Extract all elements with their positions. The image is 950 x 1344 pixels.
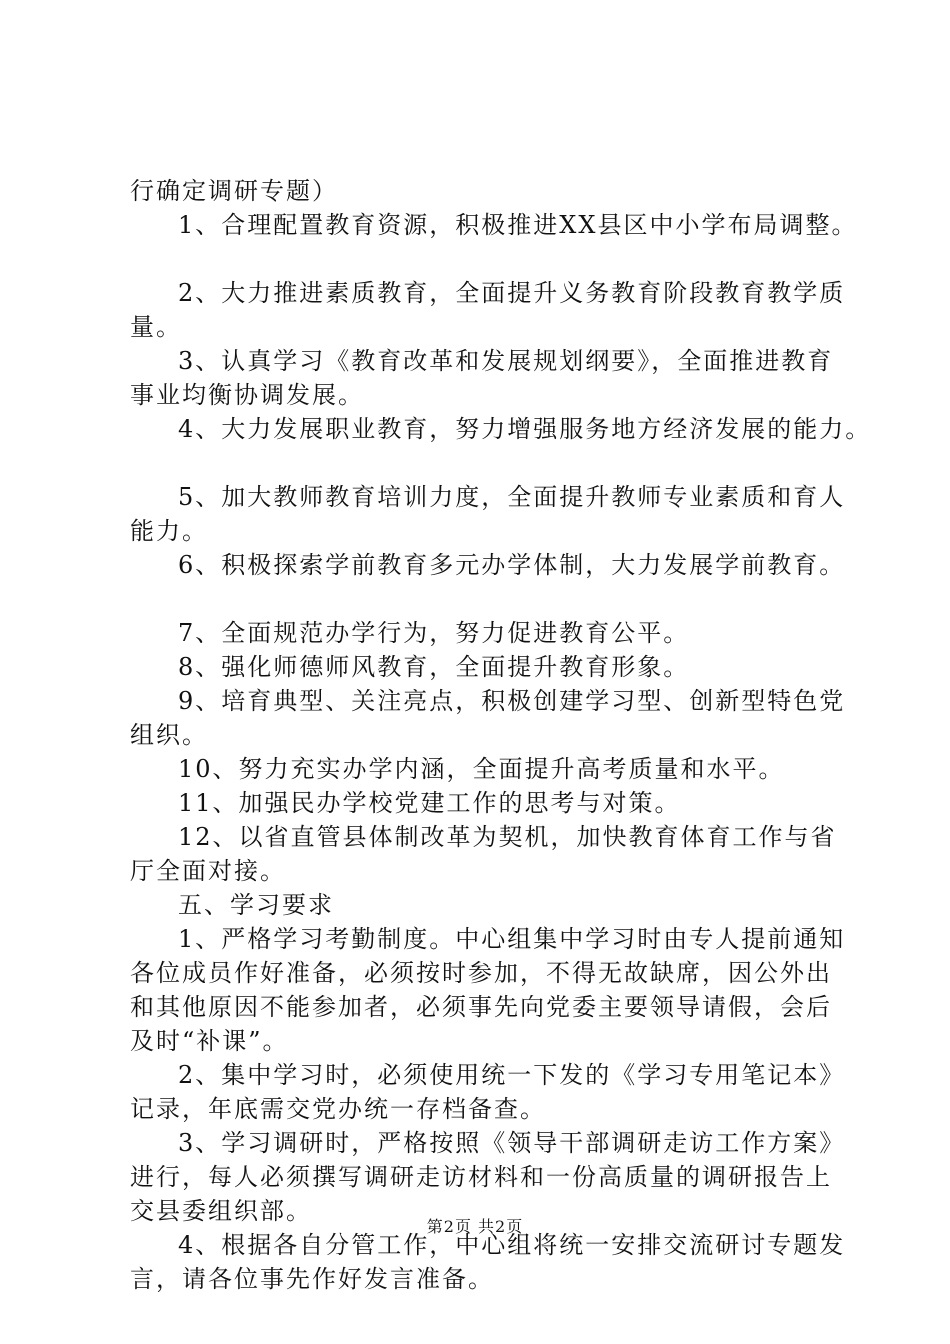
text-line: 言，请各位事先作好发言准备。 [130,1265,494,1293]
text-line: 行确定调研专题） [130,177,338,205]
text-line: 4、大力发展职业教育，努力增强服务地方经济发展的能力。 [178,415,872,443]
blank-line [130,582,835,616]
text-line: 9、培育典型、关注亮点，积极创建学习型、创新型特色党 [178,687,846,715]
document-body [130,174,872,1296]
text-line: 12、以省直管县体制改革为契机，加快教育体育工作与省 [178,823,837,851]
text-line: 7、全面规范办学行为，努力促进教育公平。 [178,619,690,647]
text-line: 进行，每人必须撰写调研走访材料和一份高质量的调研报告上 [130,1163,832,1191]
text-line: 组织。 [130,721,208,749]
text-line: 和其他原因不能参加者，必须事先向党委主要领导请假，会后 [130,993,832,1021]
text-line: 能力。 [130,517,208,545]
text-line: 量。 [130,313,182,341]
text-line: 2、大力推进素质教育，全面提升义务教育阶段教育教学质 [178,279,846,307]
text-line: 1、严格学习考勤制度。中心组集中学习时由专人提前通知 [178,925,846,953]
text-line: 事业均衡协调发展。 [130,381,364,409]
text-line: 记录，年底需交党办统一存档备查。 [130,1095,546,1123]
text-line: 11、加强民办学校党建工作的思考与对策。 [178,789,681,817]
text-line: 各位成员作好准备，必须按时参加，不得无故缺席，因公外出 [130,959,832,987]
text-line: 1、合理配置教育资源，积极推进XX县区中小学布局调整。 [178,211,858,239]
text-line: 3、学习调研时，严格按照《领导干部调研走访工作方案》 [178,1129,846,1157]
blank-line [130,242,835,276]
text-line: 10、努力充实办学内涵，全面提升高考质量和水平。 [178,755,785,783]
text-line: 2、集中学习时，必须使用统一下发的《学习专用笔记本》 [178,1061,846,1089]
blank-line [130,446,835,480]
text-line: 厅全面对接。 [130,857,286,885]
text-line: 及时“补课”。 [130,1027,289,1055]
text-line: 8、强化师德师风教育，全面提升教育形象。 [178,653,690,681]
text-line: 五、学习要求 [178,891,334,919]
text-line: 3、认真学习《教育改革和发展规划纲要》，全面推进教育 [178,347,834,375]
page-footer: 第2页 共2页 [426,1217,524,1236]
text-line: 交县委组织部。 [130,1197,312,1225]
text-line: 4、根据各自分管工作，中心组将统一安排交流研讨专题发 [178,1231,846,1259]
text-line: 5、加大教师教育培训力度，全面提升教师专业素质和育人 [178,483,846,511]
text-line: 6、积极探索学前教育多元办学体制，大力发展学前教育。 [178,551,846,579]
